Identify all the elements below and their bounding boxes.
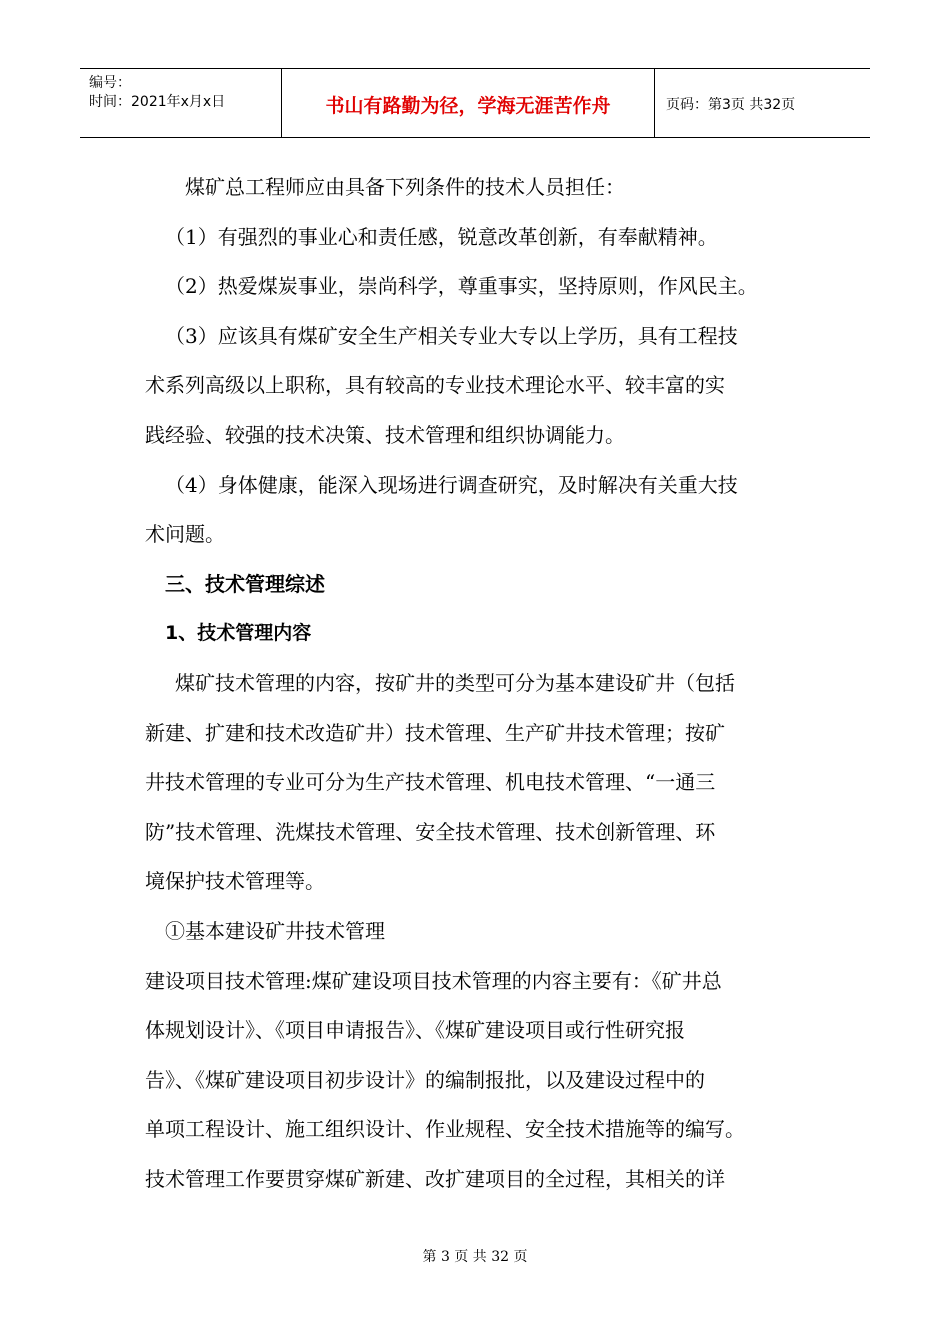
subheading: ①基本建设矿井技术管理 — [165, 918, 385, 943]
document-date: 时间：2021年x月x日 — [89, 94, 226, 110]
paragraph-line: 践经验、较强的技术决策、技术管理和组织协调能力。 — [145, 422, 625, 447]
paragraph: 煤矿总工程师应由具备下列条件的技术人员担任： — [185, 175, 625, 199]
paragraph-line: 术系列高级以上职称，具有较高的专业技术理论水平、较丰富的实 — [145, 373, 725, 398]
page-footer: 第 3 页 共 32 页 — [422, 1249, 528, 1265]
header-left-cell — [80, 69, 282, 137]
paragraph-line: 体规划设计》、《项目申请报告》、《煤矿建设项目或行性研究报 — [145, 1018, 685, 1043]
list-item: （4）身体健康，能深入现场进行调查研究，及时解决有关重大技 — [165, 472, 738, 497]
paragraph-line: 境保护技术管理等。 — [145, 869, 325, 894]
paragraph-line: 告》、《煤矿建设项目初步设计》的编制报批，以及建设过程中的 — [145, 1067, 705, 1092]
list-item: （2）热爱煤炭事业，崇尚科学，尊重事实，坚持原则，作风民主。 — [165, 274, 758, 299]
paragraph-line: 单项工程设计、施工组织设计、作业规程、安全技术措施等的编写。 — [145, 1117, 745, 1142]
paragraph-line: 防”技术管理、洗煤技术管理、安全技术管理、技术创新管理、环 — [145, 819, 716, 844]
document-number-label: 编号： — [89, 75, 131, 91]
subsection-heading: 1、技术管理内容 — [165, 622, 312, 645]
paragraph-line: 技术管理工作要贯穿煤矿新建、改扩建项目的全过程，其相关的详 — [145, 1166, 725, 1191]
paragraph-line: 井技术管理的专业可分为生产技术管理、机电技术管理、“一通三 — [145, 770, 716, 795]
paragraph-line: 新建、扩建和技术改造矿井）技术管理、生产矿井技术管理；按矿 — [145, 720, 725, 745]
paragraph-line: 术问题。 — [145, 522, 225, 547]
header-page-info: 页码：第3页 共32页 — [666, 97, 796, 113]
document-body — [145, 163, 815, 1204]
page-header — [80, 68, 870, 138]
paragraph-line: 建设项目技术管理:煤矿建设项目技术管理的内容主要有：《矿井总 — [145, 968, 722, 993]
list-item: （3）应该具有煤矿安全生产相关专业大专以上学历，具有工程技 — [165, 323, 738, 348]
list-item: （1）有强烈的事业心和责任感，锐意改革创新，有奉献精神。 — [165, 224, 718, 249]
paragraph: 煤矿技术管理的内容，按矿井的类型可分为基本建设矿井（包括 — [175, 670, 735, 695]
header-motto: 书山有路勤为径，学海无涯苦作舟 — [325, 95, 611, 117]
header-motto-cell — [282, 69, 655, 137]
section-heading: 三、技术管理综述 — [165, 571, 325, 596]
header-right-cell — [655, 69, 870, 137]
